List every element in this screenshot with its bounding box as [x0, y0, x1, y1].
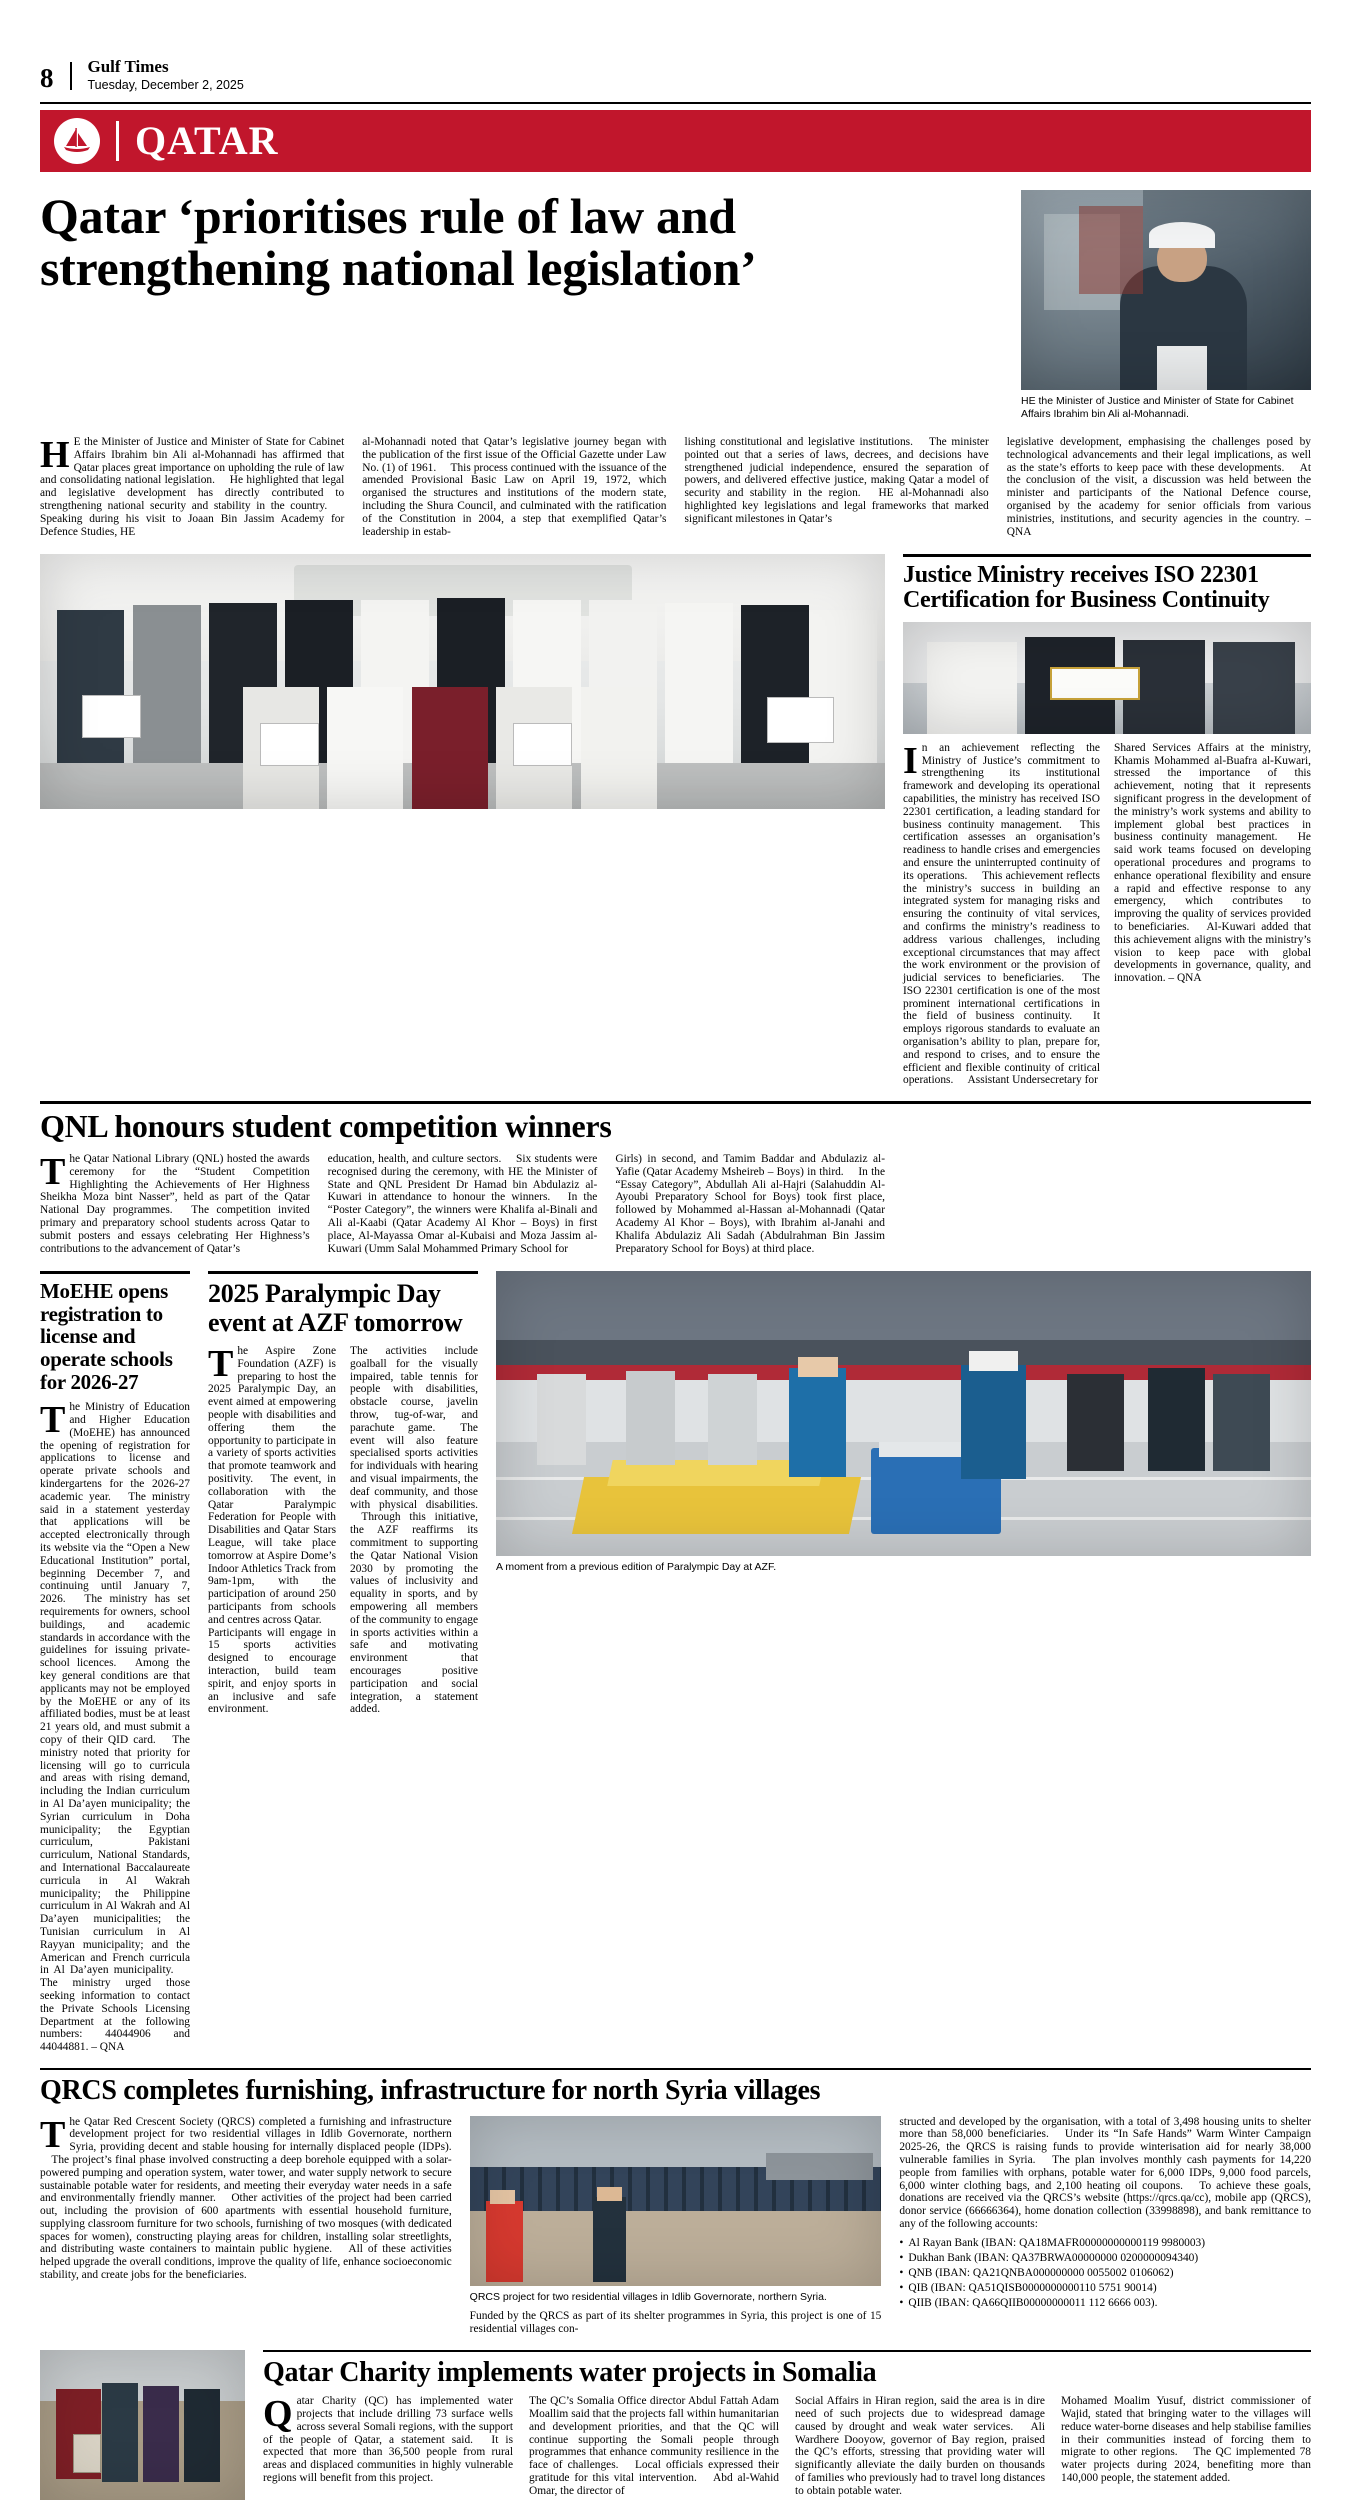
somalia-story [40, 2350, 1311, 2500]
qnl-story [40, 1101, 1311, 1255]
qrcs-column-2: Funded by the QRCS as part of its shelter programmes in Syria, this project is one of 15 residential villages con- [469, 2310, 882, 2335]
paralympic-photo-block [496, 1271, 1311, 2054]
list-item: • Dukhan Bank (IBAN: QA37BRWA00000000 0200000094340) [899, 2252, 1311, 2265]
qnl-headline: QNL honours student competition winners [40, 1107, 612, 1144]
somalia-photo [40, 2350, 245, 2500]
qrcs-column-1-text: he Qatar Red Crescent Society (QRCS) completed a furnishing and infrastructure development project for two residential villages in Idlib Governorate, northern Syria, providing decent and stable housing for internally displaced people (IDPs). The project’s final phase involved constructing a deep borehole equipped with a solar-powered pumping and operation system, water tower, and water supply network to secure sustainable potable water for residents, and meeting their everyday water needs in a safe and environmentally friendly manner. Other activities of the project had been carried out, including the provision of 600 apartments with essential household furniture, supplying classroom furniture for two schools, furnishing of two mosques (with dedicated spaces for women), constructing playing areas for children, installing solar streetlights, and distributing waste containers to maintain public hygiene. All of these activities helped upgrade the overall conditions, improve the quality of life, enhance socioeconomic stability, and create jobs for the beneficiaries. [40, 2115, 452, 2282]
qnl-column-2: education, health, and culture sectors. Six students were recognised during the ceremony, with HE the Minister of State and QNL President Dr Hamad bin Abdulaziz al-Kuwari in attendance to honour the winners. In the “Poster Category”, the winners were Khalifa al-Binali and Ali al-Kaabi (Qatar Academy Al Khor – Boys) in first place, Al-Mayassa Omar al-Kubaisi and Moza Jassim al-Kuwari (Umm Salal Mohammed Primary School for [327, 1153, 598, 1255]
paralympic-top-rule [208, 1271, 478, 1274]
lead-body-columns [40, 436, 1311, 538]
paralympic-column-2: The activities include goalball for the visually impaired, table tennis for people with disabilities, obstacle course, javelin throw, tug-of-war, and parachute game. The event will also feature specialised sports activities for individuals with hearing and visual impairments, the deaf community, and those with physical disabilities. Through this initiative, the AZF reaffirms its commitment to supporting the Qatar National Vision 2030 by promoting the values of inclusivity and equality in sports, and by empowering all members of the community to engage in sports activities within a safe and motivating environment that encourages positive participation and social integration, a statement added. [350, 1345, 478, 1716]
lead-column-4: legislative development, emphasising the challenges posed by technological advancements and their legal implications, as well as the state’s efforts to keep pace with these developments. At the conclusion of the visit, a discussion was held between the minister and participants of the National Defence course, organised by the academy for senior officials from various ministries, institutions, and security agencies in the country. – QNA [1006, 436, 1311, 538]
moehe-top-rule [40, 1271, 190, 1274]
somalia-dropcap: Q [263, 2393, 293, 2436]
qnl-column-3: Girls) in second, and Tamim Baddar and Abdulaziz al-Yafie (Qatar Academy Msheireb – Boys) in third. In the “Essay Category”, Abdullah Ali al-Hajri (Salahuddin Al-Ayoubi Preparatory School for Boys) took first place, followed by Mohammed al-Hassan al-Mohannadi (Qatar Academy Al Khor – Boys), with Ibrahim al-Janahi and Khalifa Abdulaziz Ali Sadah (Abdulrahman Bin Jassim Preparatory School for Boys) at third place. [615, 1153, 886, 1255]
section-banner [40, 110, 1311, 172]
list-item: • QIB (IBAN: QA51QISB0000000000110 5751 90014) [899, 2282, 1311, 2295]
masthead-rule [40, 102, 1311, 105]
lead-column-3: lishing constitutional and legislative institutions. The minister pointed out that a series of laws, decrees, and decisions have strengthened judicial independence, ensured the separation of powers, and delivered effective justice, making Qatar a model of security and stability in the region. HE al-Mohannadi also highlighted key legislations and legal frameworks that marked significant milestones in Qatar’s [684, 436, 989, 525]
qnl-column-1 [40, 1153, 310, 1255]
somalia-top-rule [263, 2350, 1311, 2353]
iso-column-1-text: n an achievement reflecting the Ministry of Justice’s commitment to strengthening its institutional framework and developing its operational capabilities, the ministry has received ISO 22301 certification, a leading standard for business continuity management. This certification assesses an organisation’s readiness to handle crises and emergencies and ensure the uninterrupted continuity of its operations. This achievement reflects the ministry’s success in building an integrated system for managing risks and ensuring the continuity of vital services, and confirms the ministry’s readiness to address various challenges, including exceptional circumstances that may affect the work environment or the provision of judicial services to beneficiaries. The ISO 22301 certification is one of the most prominent international certifications in the field of business continuity. It employs rigorous standards to evaluate an organisation’s ability to plan, prepare for, and respond to crises, and to ensure the efficient and flexible continuity of critical operations. Assistant Undersecretary for [903, 741, 1100, 1087]
moehe-body [40, 1401, 190, 2054]
page-masthead [40, 0, 1311, 92]
qrcs-photo-block [470, 2116, 882, 2336]
lead-column-1 [40, 436, 344, 538]
section-title: QATAR [135, 118, 279, 163]
list-item: • QIIB (IBAN: QA66QIIB00000000011 112 6666 003). [899, 2297, 1311, 2310]
qnl-dropcap: T [40, 1151, 66, 1194]
masthead-divider [70, 62, 72, 90]
lead-photo-caption: HE the Minister of Justice and Minister of State for Cabinet Affairs Ibrahim bin Ali al-Mohannadi. [1021, 395, 1294, 420]
lead-column-1-text: E the Minister of Justice and Minister of State for Cabinet Affairs Ibrahim bin Ali al-Mohannadi has affirmed that Qatar places great importance on upholding the rule of law and consolidating national legislation. He highlighted that legal and legislative development has directly contributed to strengthening national security and stability in the country. Speaking during his visit to Joaan Bin Jassim Academy for Defence Studies, HE [40, 436, 345, 538]
lead-headline: Qatar ‘prioritises rule of law and strengthening national legislation’ [40, 188, 757, 296]
iso-column-2: Shared Services Affairs at the ministry, Khamis Mohammed al-Buafra al-Kuwari, stressed the importance of this achievement, noting that it represents significant progress in the development of the ministry’s work systems and ability to implement global best practices in business continuity management. He said work teams focused on developing operational procedures and programs to enhance operational flexibility and ensure a rapid and effective response to any emergency, which contributes to improving the quality of services provided to beneficiaries. Al-Kuwari added that this achievement aligns with the ministry’s vision to keep pace with global developments in governance, quality, and innovation. – QNA [1114, 741, 1311, 985]
qnl-top-rule [40, 1101, 1311, 1104]
moehe-story [40, 1271, 190, 2054]
iso-story [903, 554, 1311, 1087]
issue-date: Tuesday, December 2, 2025 [87, 78, 244, 92]
paralympic-story [208, 1271, 478, 2054]
list-item: • Al Rayan Bank (IBAN: QA18MAFR00000000000119 9980003) [899, 2237, 1311, 2250]
paper-title: Gulf Times [87, 57, 169, 76]
somalia-column-3: Social Affairs in Hiran region, said the area is in dire need of such projects due to widespread damage caused by drought and weak water services. Ali Wardhere Dooyow, governor of Bay region, praised the QC’s efforts, stressing that providing water will significantly alleviate the daily burden on thousands of families who previously had to travel long distances to obtain potable water. [795, 2395, 1045, 2497]
qnl-group-photo [40, 554, 885, 809]
lead-story [40, 190, 1311, 538]
banner-divider [116, 121, 119, 161]
lead-column-2: al-Mohannadi noted that Qatar’s legislative journey began with the publication of the first issue of the Official Gazette under Law No. (1) of 1961. This process continued with the issuance of the amended Provisional Basic Law on April 19, 1972, which organised the structures and institutions of the modern state, including the Shura Council, and culminated with the ratification of the Constitution in 2004, a step that exemplified Qatar’s leadership in estab- [362, 436, 667, 538]
paralympic-dropcap: T [208, 1343, 234, 1386]
mid-band [40, 554, 1311, 1087]
iso-column-1 [903, 739, 1100, 1088]
qrcs-dropcap: T [40, 2113, 66, 2156]
paralympic-photo-caption: A moment from a previous edition of Paralympic Day at AZF. [496, 1561, 777, 1574]
iso-dropcap: I [903, 739, 918, 782]
iso-headline: Justice Ministry receives ISO 22301 Certification for Business Continuity [903, 561, 1270, 614]
iso-top-rule [903, 554, 1311, 557]
somalia-headline: Qatar Charity implements water projects in Somalia [263, 2357, 877, 2389]
qrcs-column-1 [40, 2113, 452, 2336]
somalia-photo-block [40, 2350, 245, 2500]
page-number: 8 [40, 62, 54, 93]
paralympic-headline: 2025 Paralympic Day event at AZF tomorrow [208, 1278, 463, 1337]
qrcs-photo-caption: QRCS project for two residential villages in Idlib Governorate, northern Syria. [469, 2290, 827, 2303]
lead-photo [1021, 190, 1311, 390]
paralympic-column-1 [208, 1345, 336, 1716]
moehe-body-text: he Ministry of Education and Higher Education (MoEHE) has announced the opening of registration for applications to license and operate private schools and kindergartens for the 2026-27 academic year. The ministry said in a statement yesterday that applications will be accepted electronically through its website via the “Open a New Educational Institution” portal, beginning December 7, and continuing until January 7, 2026. The ministry has set requirements for owners, school buildings, and academic standards in accordance with the guidelines for issuing private-school licences. Among the key general conditions are that applicants may not be employed by the MoEHE or any of its affiliated bodies, must be at least 21 years old, and must submit a copy of their QID card. The ministry noted that priority for licensing will go to curricula and areas with rising demand, including the Indian curriculum in Al Da’ayen municipality; the Syrian curriculum in Doha municipality; the Egyptian curriculum, Pakistani curriculum, National Standards, and International Baccalaureate curricula in Al Wakrah municipality; the Philippine curriculum in Al Wakrah and Al Da’ayen municipalities; the Tunisian curriculum in Al Rayyan municipality; and the American and French curricula in Al Da’ayen municipality. The ministry urged those seeking information to contact the Private Schools Licensing Department at the following numbers: 44044906 and 44044881. – QNA [40, 1401, 190, 2054]
moehe-headline: MoEHE opens registration to license and operate schools for 2026-27 [40, 1278, 173, 1394]
somalia-column-4: Mohamed Moalim Yusuf, district commissioner of Wajid, stated that bringing water to the villages will reduce water-borne diseases and help stabilise families in their communities instead of forcing them to migrate to other regions. The QC implemented 78 water projects during 2024, benefiting more than 140,000 people, the statement added. [1061, 2395, 1312, 2484]
qrcs-account-list [899, 2237, 1311, 2310]
somalia-column-2: The QC’s Somalia Office director Abdul Fattah Adam Moallim said that the projects fall within humanitarian and development priorities, and that the QC will continue supporting the Somali people through programmes that enhance community resilience in the face of challenges. Local officials expressed their gratitude for this vital intervention. Abd al-Wahid Omar, the director of [529, 2395, 779, 2497]
qrcs-story [40, 2068, 1311, 2336]
qrcs-column-3-block [899, 2116, 1311, 2336]
somalia-column-1-text: atar Charity (QC) has implemented water projects that include drilling 73 surface wells across several Somali regions, with the support of the people of Qatar, a statement said. It is expected that more than 36,500 people from rural areas and displaced communities in highly vulnerable regions will benefit from this project. [263, 2395, 514, 2484]
paralympic-column-1-text: he Aspire Zone Foundation (AZF) is preparing to host the 2025 Paralympic Day, an event aimed at empowering people with disabilities and offering them the opportunity to participate in a variety of sports activities that promote teamwork and positivity. The event, in collaboration with the Qatar Paralympic Federation for People with Disabilities and Qatar Stars League, will take place tomorrow at Aspire Dome’s Indoor Athletics Track from 9am-1pm, with the participation of around 250 participants from schools and centres across Qatar. Participants will engage in 15 sports activities designed to encourage interaction, build team spirit, and enjoy sports in an inclusive and safe environment. [208, 1345, 336, 1716]
qrcs-headline: QRCS completes furnishing, infrastructure for north Syria villages [40, 2075, 821, 2107]
qnl-column-1-text: he Qatar National Library (QNL) hosted the awards ceremony for the “Student Competition Highlighting the Achievements of Her Highness Sheikha Moza bint Nasser”, held as part of the Qatar National Day programmes. The competition invited primary and preparatory school students across Qatar to submit posters and essays celebrating Her Highness’s contributions to the advancement of Qatar’s [40, 1153, 310, 1255]
paralympic-photo [496, 1271, 1311, 1556]
moehe-dropcap: T [40, 1399, 66, 1442]
third-band [40, 1271, 1311, 2054]
iso-photo [903, 622, 1311, 734]
somalia-column-1 [263, 2395, 513, 2497]
qrcs-photo [470, 2116, 882, 2286]
dhow-logo-icon [54, 118, 100, 164]
list-item: • QNB (IBAN: QA21QNBA000000000 0055002 0106062) [899, 2267, 1311, 2280]
lead-dropcap: H [40, 434, 70, 476]
qrcs-top-rule [40, 2068, 1311, 2071]
qrcs-column-3: structed and developed by the organisation, with a total of 3,498 housing units to shelter more than 58,000 beneficiaries. Under its “In Safe Hands” Warm Winter Campaign 2025-26, the QRCS is raising funds to provide winterisation aid for nearly 38,000 vulnerable families in Syria. The plan involves monthly cash payments for 14,220 people from families with orphans, potable water for 6,000 IDPs, 9,000 food parcels, 6,000 winter clothing bags, and 2,100 heating oil coupons. To achieve these goals, donations are received via the QRCS’s website (https://qrcs.qa/cc), mobile app (QRCS), donor service (66666364), home donation collection (33998898), and bank remittance to any of the following accounts: [899, 2115, 1312, 2230]
